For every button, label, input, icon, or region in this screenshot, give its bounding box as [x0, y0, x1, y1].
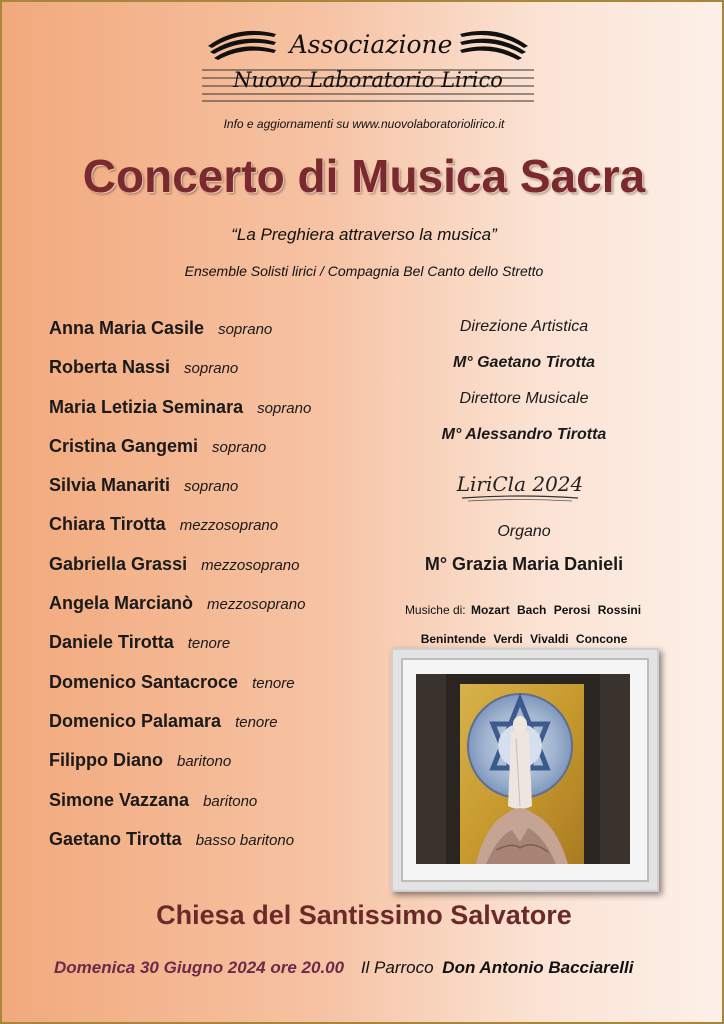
concert-title: Concerto di Musica Sacra [82, 150, 646, 202]
performer-role: soprano [212, 438, 267, 456]
composer: Perosi [553, 603, 591, 617]
performer-role: tenore [235, 713, 278, 731]
liricla-logo-text: LiriCla 2024 [456, 472, 584, 496]
musical-director-label: Direttore Musicale [459, 390, 589, 407]
performer-name: Gabriella Grassi [49, 553, 188, 574]
performer-name: Gaetano Tirotta [49, 828, 182, 849]
performer-row [49, 554, 409, 593]
performer-name: Anna Maria Casile [49, 318, 205, 338]
parroco-name: Don Antonio Bacciarelli [442, 958, 634, 977]
performer-name: Maria Letizia Seminara [49, 396, 244, 417]
liricla-logo [450, 468, 590, 504]
performer-row [49, 790, 409, 829]
performer-name: Silvia Manariti [49, 475, 171, 496]
photo-frame [391, 648, 659, 892]
composer: Concone [575, 632, 628, 646]
composer: Vivaldi [530, 632, 569, 646]
performer-name: Domenico Santacroce [49, 671, 239, 692]
statue-illustration [416, 674, 630, 864]
performer-role: soprano [218, 321, 273, 338]
artistic-director-name: M° Gaetano Tirotta [452, 354, 596, 371]
composers-line-1 [374, 596, 674, 625]
performer-name: Angela Marcianò [49, 593, 194, 614]
direction-column [374, 318, 674, 586]
performer-name: Roberta Nassi [49, 357, 171, 378]
concert-subtitle: “La Preghiera attraverso la musica” [231, 225, 497, 244]
performer-role: soprano [257, 399, 312, 417]
composer: Benintende [420, 632, 487, 646]
performer-role: mezzosoprano [201, 556, 300, 574]
musical-director-name: M° Alessandro Tirotta [441, 426, 607, 443]
composers-block [374, 596, 674, 654]
performer-role: mezzosoprano [207, 596, 306, 614]
performer-role: baritono [203, 792, 258, 810]
event-date: Domenica 30 Giugno 2024 ore 20.00 [54, 958, 345, 977]
performer-role: tenore [252, 674, 295, 692]
association-logo [198, 22, 538, 106]
organ-label: Organo [497, 523, 551, 540]
performer-name: Chiara Tirotta [49, 514, 166, 535]
performer-role: tenore [187, 635, 231, 653]
performer-row [49, 475, 409, 514]
performer-name: Domenico Palamara [49, 710, 222, 731]
ensemble-line: Ensemble Solisti lirici / Compagnia Bel Canto dello Stretto [184, 263, 544, 279]
performer-row [49, 318, 409, 357]
performer-name: Cristina Gangemi [49, 435, 199, 456]
performer-row [49, 436, 409, 475]
organist-name: M° Grazia Maria Danieli [424, 554, 624, 574]
event-line [54, 958, 694, 978]
performer-name: Simone Vazzana [49, 789, 190, 810]
composer: Bach [517, 603, 547, 617]
performer-role: mezzosoprano [179, 517, 279, 535]
performer-row [49, 750, 409, 789]
performer-role: basso baritono [195, 831, 295, 849]
composer: Verdi [493, 632, 523, 646]
performer-row [49, 514, 409, 553]
performer-row [49, 711, 409, 750]
info-line: Info e aggiornamenti su www.nuovolaboratoriolirico.it [223, 117, 505, 131]
performer-row [49, 632, 409, 671]
performer-role: baritono [177, 753, 232, 771]
performer-role: soprano [184, 478, 239, 496]
performer-row [49, 829, 409, 868]
church-statue-photo [416, 674, 630, 864]
performer-row [49, 397, 409, 436]
logo-line-associazione: Associazione [289, 30, 453, 59]
performer-name: Filippo Diano [49, 750, 163, 771]
performer-name: Daniele Tirotta [49, 632, 174, 653]
music-by-label: Musiche di: [404, 603, 466, 617]
performer-row [49, 593, 409, 632]
venue-name: Chiesa del Santissimo Salvatore [156, 900, 572, 930]
performer-row [49, 357, 409, 396]
composer: Mozart [470, 603, 510, 617]
performer-row [49, 672, 409, 711]
composer: Rossini [597, 603, 642, 617]
logo-line-name: Nuovo Laboratorio Lirico [233, 68, 503, 92]
performer-role: soprano [184, 360, 239, 378]
artistic-direction-label: Direzione Artistica [459, 318, 589, 335]
liricla-underline [450, 468, 590, 504]
parroco-label: Il Parroco [360, 958, 434, 977]
performers-list [49, 318, 409, 868]
